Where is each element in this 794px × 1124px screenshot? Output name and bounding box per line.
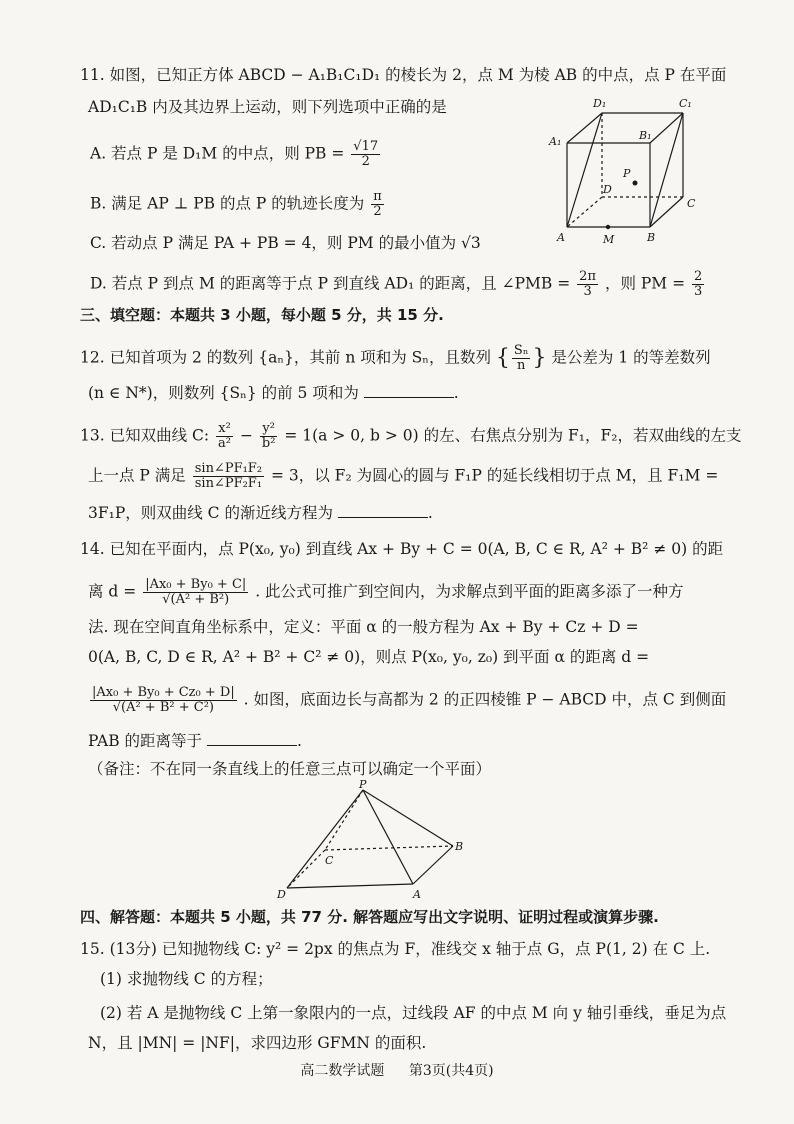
q13-minus: − [239, 426, 253, 445]
q11-option-a-text: A. 若点 P 是 D₁M 的中点，则 PB = [90, 144, 345, 163]
q11-option-b-text: B. 满足 AP ⊥ PB 的点 P 的轨迹长度为 [90, 194, 365, 213]
q11-line2: AD₁C₁B 内及其边界上运动，则下列选项中正确的是 [88, 98, 447, 116]
q14-line6 [88, 730, 302, 752]
q14-line4: 0(A, B, C, D ∈ R, A² + B² + C² ≠ 0)，则点 P(x₀, y₀, z₀) 到平面 α 的距离 d = [88, 648, 650, 666]
label-c-base: C [325, 854, 334, 867]
label-b1: B₁ [639, 129, 652, 142]
label-c: C [687, 197, 696, 210]
q11-line1: 11. 如图，已知正方体 ABCD − A₁B₁C₁D₁ 的棱长为 2，点 M 为棱 AB 的中点，点 P 在平面 [80, 66, 727, 84]
q14-line2-pre: 离 d = [88, 582, 137, 601]
q15-part1: (1) 求抛物线 C 的方程； [100, 970, 273, 988]
q14-distance-fraction: $\frac{\text{|Ax₀ + By₀ + C|}}{\text{√(A² + B²)}}$ [145, 577, 247, 607]
q14-line2 [88, 578, 684, 607]
q12-line1-pre: 12. 已知首项为 2 的数列 {aₙ}，其前 n 项和为 Sₙ，且数列 [80, 348, 491, 367]
q13-line3-end: . [427, 504, 433, 522]
q13-line2-pre: 上一点 P 满足 [88, 466, 186, 485]
q13-line3-text: 3F₁P，则双曲线 C 的渐近线方程为 [88, 504, 333, 522]
q14-line5 [88, 686, 726, 715]
point-m-dot [606, 225, 610, 229]
q12-line2-text: (n ∈ N*)，则数列 {Sₙ} 的前 5 项和为 [88, 384, 359, 402]
label-p-apex: P [359, 778, 367, 791]
q12-line1-post: 是公差为 1 的等差数列 [551, 348, 711, 367]
q13-answer-blank[interactable] [338, 503, 428, 518]
q11-option-d-mid: ，则 PM = [604, 274, 686, 293]
q13-line2-post: = 3，以 F₂ 为圆心的圆与 F₁P 的延长线相切于点 M，且 F₁M = [270, 466, 719, 485]
q14-line2-post: . 此公式可推广到空间内，为求解点到平面的距离多添了一种方 [255, 582, 684, 601]
q11-option-d-angle-fraction: $\frac{2\pi}{3}$ [579, 269, 596, 299]
label-a-base: A [413, 888, 421, 900]
section-3-heading: 三、填空题：本题共 3 小题，每小题 5 分，共 15 分. [80, 306, 444, 324]
q11-option-a [90, 140, 382, 169]
label-d-base: D [277, 888, 286, 900]
q14-line1: 14. 已知在平面内，点 P(x₀, y₀) 到直线 Ax + By + C = 0(A, B, C ∈ R, A² + B² ≠ 0) 的距 [80, 540, 724, 558]
label-m: M [603, 233, 615, 246]
q15-part2-line1: (2) 若 A 是抛物线 C 上第一象限内的一点，过线段 AF 的中点 M 向 y 轴引垂线，垂足为点 [100, 1004, 727, 1022]
label-b-base: B [455, 840, 464, 853]
label-a1: A₁ [549, 135, 562, 148]
q11-option-a-fraction: $\frac{√17}{2}$ [353, 139, 379, 169]
q11-option-c: C. 若动点 P 满足 PA + PB = 4，则 PM 的最小值为 √3 [90, 234, 481, 252]
q14-line6-end: . [296, 732, 302, 750]
pyramid-figure [275, 778, 475, 900]
q14-note: （备注：不在同一条直线上的任意三点可以确定一个平面） [88, 760, 492, 778]
q13-line1 [80, 422, 741, 451]
q14-line5-post: . 如图，底面边长与高都为 2 的正四棱锥 P − ABCD 中，点 C 到侧面 [243, 690, 727, 709]
label-p: P [623, 167, 631, 180]
label-c1: C₁ [679, 97, 692, 110]
label-b: B [647, 231, 656, 244]
q12-fraction: $\frac{\text{Sₙ}}{n}$ [513, 343, 529, 373]
q13-x-fraction: $\frac{\text{x²}}{\text{a²}}$ [218, 421, 231, 451]
brace-close: } [532, 345, 547, 371]
label-d: D [603, 183, 612, 196]
footer-page-number: 第3页(共4页) [408, 1063, 494, 1079]
q15-line1: 15. (13分) 已知抛物线 C: y² = 2px 的焦点为 F，准线交 x 轴于点 G，点 P(1, 2) 在 C 上. [80, 940, 711, 958]
label-a: A [557, 231, 565, 244]
label-d1: D₁ [593, 97, 607, 110]
brace-open: { [495, 345, 510, 371]
q14-space-distance-fraction: $\frac{\text{|Ax₀ + By₀ + Cz₀ + D|}}{\text{√(A² + B² + C²)}}$ [92, 685, 235, 715]
q14-line6-text: PAB 的距离等于 [88, 732, 203, 750]
q13-y-fraction: $\frac{\text{y²}}{\text{b²}}$ [261, 421, 276, 451]
q13-line3 [88, 502, 433, 524]
q12-line2 [88, 382, 459, 404]
q14-answer-blank[interactable] [207, 731, 297, 746]
q13-sin-fraction: $\frac{\text{sin∠PF₁F₂}}{\text{sin∠PF₂F₁}}$ [194, 461, 263, 491]
section-4-heading: 四、解答题：本题共 5 小题，共 77 分. 解答题应写出文字说明、证明过程或演算步骤. [80, 908, 659, 926]
q12-answer-blank[interactable] [364, 383, 454, 398]
footer-subject: 高二数学试题 [300, 1063, 385, 1079]
q11-option-b [90, 190, 386, 219]
q13-line2 [88, 462, 718, 491]
q11-option-d-text: D. 若点 P 到点 M 的距离等于点 P 到直线 AD₁ 的距离，且 ∠PMB = [90, 274, 571, 293]
q11-option-b-fraction: $\frac{\pi}{2}$ [373, 189, 382, 219]
q15-part2-line2: N，且 |MN| = |NF|，求四边形 GFMN 的面积. [88, 1034, 427, 1052]
q12-line2-end: . [453, 384, 459, 402]
q12-line1 [80, 344, 711, 373]
q14-line3: 法. 现在空间直角坐标系中，定义：平面 α 的一般方程为 Ax + By + Cz + D = [88, 618, 639, 636]
cube-figure [545, 95, 705, 255]
q13-line1-post: = 1(a > 0, b > 0) 的左、右焦点分别为 F₁，F₂，若双曲线的左支 [284, 426, 742, 445]
q11-option-d-length-fraction: $\frac{2}{3}$ [694, 269, 703, 299]
point-p-dot [633, 181, 638, 186]
q13-line1-pre: 13. 已知双曲线 C: [80, 426, 210, 445]
page-footer [0, 1060, 794, 1080]
q11-option-d [90, 270, 706, 299]
